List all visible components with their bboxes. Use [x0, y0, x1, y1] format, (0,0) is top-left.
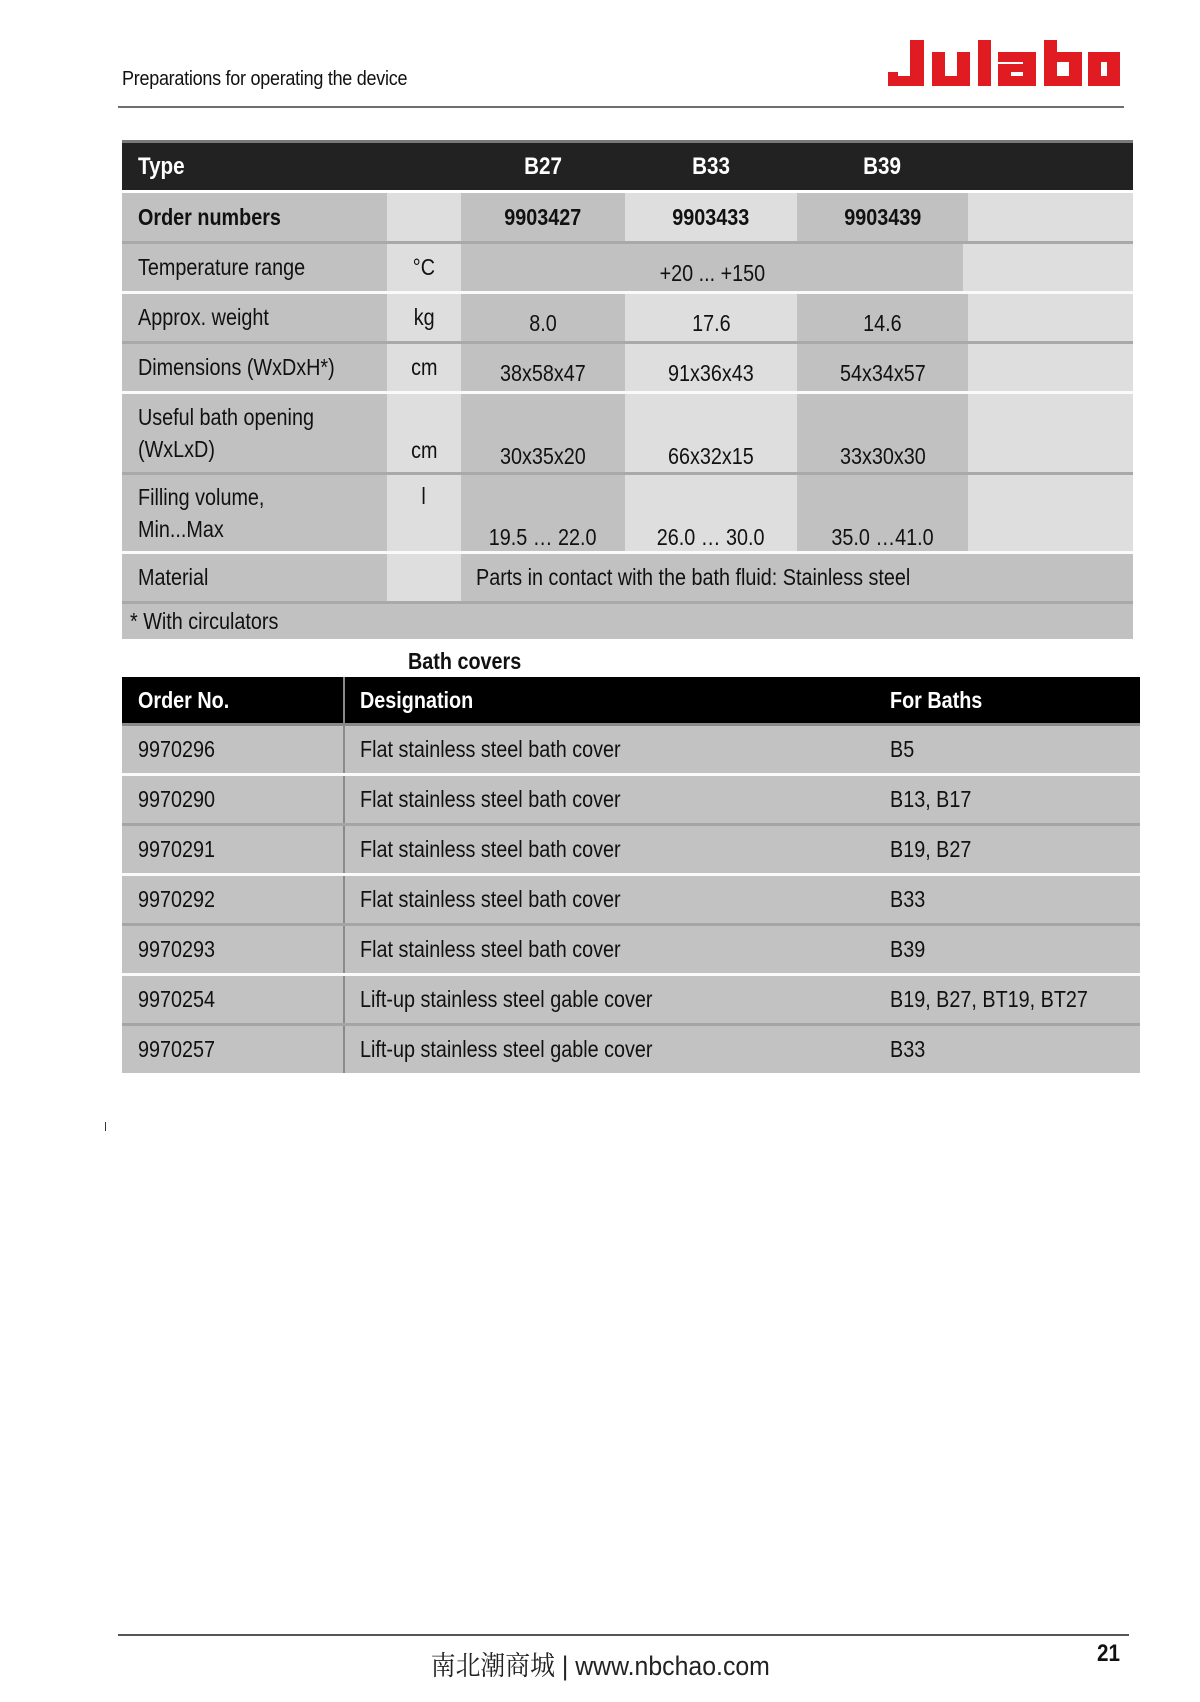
type-header: Type [138, 152, 185, 180]
table-row [122, 876, 1140, 926]
bath-covers-table [122, 677, 1140, 1073]
julabo-logo [888, 38, 1120, 94]
spare-cell [968, 193, 1133, 241]
for-baths: B39 [890, 936, 926, 962]
for-baths: B19, B27, BT19, BT27 [890, 986, 1088, 1012]
for-baths: B5 [890, 736, 915, 762]
column-header-designation: Designation [360, 686, 474, 713]
order-no: 9970291 [122, 826, 345, 873]
designation: Flat stainless steel bath cover [360, 886, 621, 912]
stray-mark [105, 1122, 106, 1131]
value-b39: 9903439 [797, 193, 968, 241]
spec-row-material [122, 554, 1133, 604]
designation: Flat stainless steel bath cover [360, 736, 621, 762]
covers-header-row [122, 677, 1140, 726]
order-no: 9970257 [122, 1026, 345, 1073]
row-label: Useful bath opening (WxLxD) [122, 394, 387, 472]
spec-header-row [122, 140, 1133, 193]
value-b27: 9903427 [461, 193, 625, 241]
row-unit: l [387, 475, 461, 551]
row-unit [387, 554, 461, 601]
spec-table [122, 140, 1133, 639]
for-baths: B13, B17 [890, 786, 972, 812]
value-b39: 54x34x57 [797, 344, 968, 391]
footnote: * With circulators [130, 608, 279, 634]
row-unit: kg [387, 294, 461, 341]
model-header-b33: B33 [692, 152, 730, 180]
footer-watermark: 南北潮商城 | www.nbchao.com [430, 1651, 770, 1681]
value-span-all-models: +20 ... +150 [461, 244, 963, 291]
column-header-order-no: Order No. [122, 677, 345, 723]
table-row [122, 826, 1140, 876]
value-b27: 38x58x47 [461, 344, 625, 391]
footer-divider [118, 1634, 1129, 1636]
order-no: 9970254 [122, 976, 345, 1023]
spare-cell [968, 394, 1133, 472]
model-header-b27: B27 [524, 152, 562, 180]
value-b39: 33x30x30 [797, 394, 968, 472]
order-no: 9970293 [122, 926, 345, 973]
spec-row-bath-opening [122, 394, 1133, 475]
for-baths: B19, B27 [890, 836, 972, 862]
spec-footnote-row [122, 604, 1133, 639]
row-label: Order numbers [122, 193, 387, 241]
value-b33: 66x32x15 [625, 394, 797, 472]
spec-row-order-numbers [122, 193, 1133, 244]
spare-cell [963, 244, 1133, 291]
model-header-b39: B39 [863, 152, 902, 180]
header-divider [118, 106, 1124, 108]
row-label: Temperature range [122, 244, 387, 291]
bath-covers-title: Bath covers [408, 648, 522, 674]
unit-header [387, 143, 461, 190]
designation: Flat stainless steel bath cover [360, 786, 621, 812]
for-baths: B33 [890, 886, 926, 912]
row-unit [387, 193, 461, 241]
row-label: Dimensions (WxDxH*) [122, 344, 387, 391]
designation: Lift-up stainless steel gable cover [360, 986, 653, 1012]
spec-row-weight [122, 294, 1133, 344]
value-b27: 30x35x20 [461, 394, 625, 472]
value-b33: 26.0 … 30.0 [625, 475, 797, 551]
table-row [122, 976, 1140, 1026]
value-b33: 9903433 [625, 193, 797, 241]
value-b27: 19.5 … 22.0 [461, 475, 625, 551]
designation: Flat stainless steel bath cover [360, 836, 621, 862]
spare-header [968, 143, 1133, 190]
order-no: 9970290 [122, 776, 345, 823]
spec-row-temperature [122, 244, 1133, 294]
value-b27: 8.0 [461, 294, 625, 341]
row-unit: cm [387, 344, 461, 391]
order-no: 9970292 [122, 876, 345, 923]
designation: Flat stainless steel bath cover [360, 936, 621, 962]
column-header-for-baths: For Baths [890, 686, 983, 713]
row-label: Filling volume, Min...Max [122, 475, 387, 551]
row-unit: °C [387, 244, 461, 291]
page-number: 21 [1097, 1640, 1120, 1667]
spec-row-filling-volume [122, 475, 1133, 554]
material-value: Parts in contact with the bath fluid: Stainless steel [461, 554, 1133, 601]
row-label: Material [122, 554, 387, 601]
row-label: Approx. weight [122, 294, 387, 341]
for-baths: B33 [890, 1036, 926, 1062]
row-unit: cm [387, 394, 461, 472]
spare-cell [968, 475, 1133, 551]
value-b33: 91x36x43 [625, 344, 797, 391]
spare-cell [968, 344, 1133, 391]
value-b33: 17.6 [625, 294, 797, 341]
order-no: 9970296 [122, 726, 345, 773]
value-b39: 35.0 …41.0 [797, 475, 968, 551]
designation: Lift-up stainless steel gable cover [360, 1036, 653, 1062]
spare-cell [968, 294, 1133, 341]
value-b39: 14.6 [797, 294, 968, 341]
table-row [122, 1026, 1140, 1073]
spec-row-dimensions [122, 344, 1133, 394]
table-row [122, 776, 1140, 826]
table-row [122, 726, 1140, 776]
table-row [122, 926, 1140, 976]
section-title: Preparations for operating the device [122, 68, 408, 90]
